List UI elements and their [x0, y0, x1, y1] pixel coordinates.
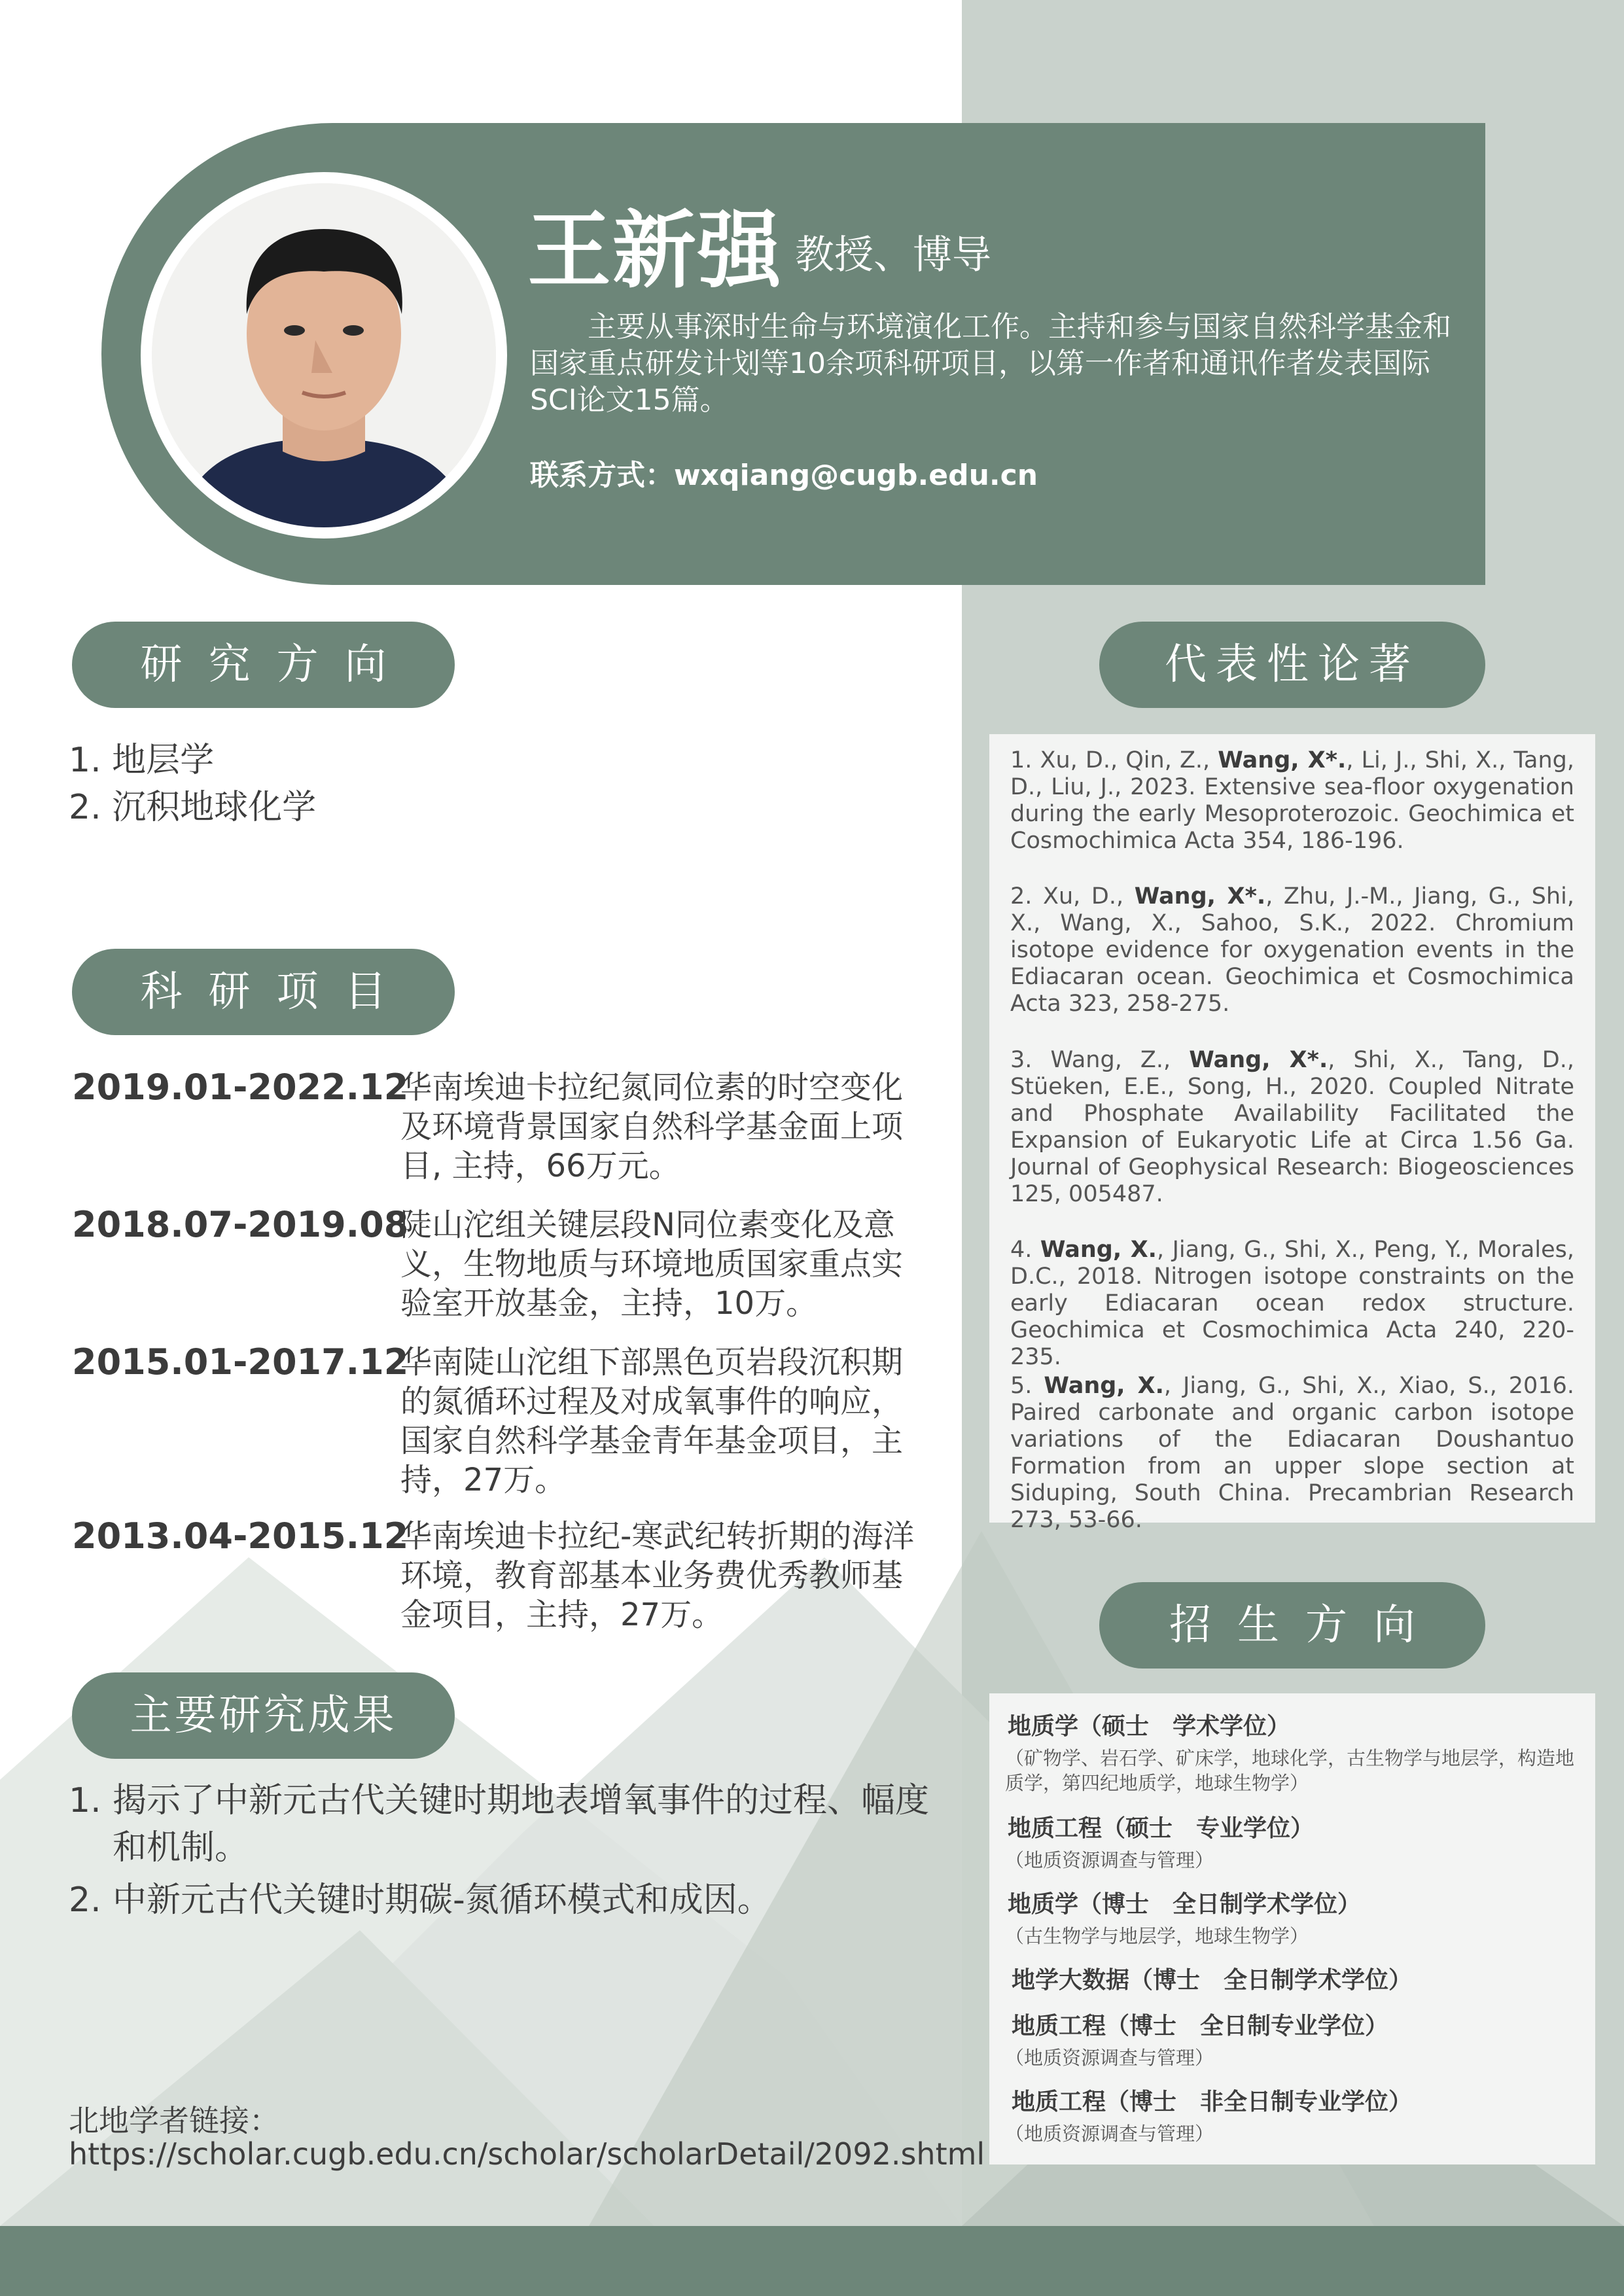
project-date: 2013.04-2015.12 [72, 1515, 409, 1557]
project-date: 2015.01-2017.12 [72, 1341, 409, 1383]
publication-item: 2. Xu, D., Wang, X*., Zhu, J.-M., Jiang, G., Shi, X., Wang, X., Sahoo, S.K., 2022. Chromium isotope evidence for oxygenation events in the Ediacaran ocean. Geochimica et Cosmochimica Acta 323, 258-275. [1010, 883, 1574, 1017]
scholar-link-label: 北地学者链接： [69, 2103, 279, 2138]
admission-program: 地质学（硕士 学术学位） [1008, 1713, 1291, 1740]
intro-text: 主要从事深时生命与环境演化工作。主持和参与国家自然科学基金和国家重点研发计划等10余项科研项目，以第一作者和通讯作者发表国际SCI论文15篇。 [530, 310, 1451, 417]
bottom-bar [0, 2226, 1624, 2296]
project-text: 华南埃迪卡拉纪氮同位素的时空变化及环境背景国家自然科学基金面上项目, 主持，66万元。 [400, 1069, 904, 1184]
research-item: 1. 地层学 [69, 741, 215, 780]
admissions-heading: 招生方向 [1099, 1582, 1485, 1669]
admission-program: 地质工程（博士 非全日制专业学位） [1012, 2089, 1413, 2115]
achievement-text: 揭示了中新元古代关键时期地表增氧事件的过程、幅度和机制。 [113, 1781, 930, 1867]
profile-photo [152, 183, 496, 527]
admission-detail: （矿物学、岩石学、矿床学，地球化学，古生物学与地层学，构造地质学，第四纪地质学，地球生物学） [1005, 1747, 1575, 1794]
publication-item: 1. Xu, D., Qin, Z., Wang, X*., Li, J., Shi, X., Tang, D., Liu, J., 2023. Extensive sea-floor oxygenation during the early Mesoproterozoic. Geochimica et Cosmochimica Acta 354, 186-196. [1010, 747, 1574, 854]
project-date: 2018.07-2019.08 [72, 1204, 409, 1245]
admission-detail: （地质资源调查与管理） [1005, 2047, 1214, 2069]
contact-info: 联系方式：wxqiang@cugb.edu.cn [530, 459, 1038, 492]
achievement-text: 中新元古代关键时期碳-氮循环模式和成因。 [113, 1881, 771, 1920]
admission-program: 地质学（博士 全日制学术学位） [1008, 1891, 1362, 1918]
projects-heading: 科研项目 [72, 949, 455, 1035]
admission-program: 地质工程（博士 全日制专业学位） [1012, 2013, 1389, 2040]
admission-detail: （地质资源调查与管理） [1005, 1849, 1214, 1871]
publication-item: 4. Wang, X., Jiang, G., Shi, X., Peng, Y., Morales, D.C., 2018. Nitrogen isotope constraints on the early Ediacaran ocean redox structure. Geochimica et Cosmochimica Acta 240, 220-235. [1010, 1237, 1574, 1370]
achievements-heading: 主要研究成果 [72, 1672, 455, 1759]
achievement-number: 1. [69, 1781, 101, 1820]
research-item: 2. 沉积地球化学 [69, 788, 317, 827]
person-title: 教授、博导 [795, 232, 991, 278]
publication-item: 3. Wang, Z., Wang, X*., Shi, X., Tang, D., Stüeken, E.E., Song, H., 2020. Coupled Nitrate and Phosphate Availability Facilitated the Expansion of Eukaryotic Life at Circa 1.56 Ga. Journal of Geophysical Research: Biogeosciences 125, 005487. [1010, 1047, 1574, 1207]
project-text: 华南埃迪卡拉纪-寒武纪转折期的海洋环境，教育部基本业务费优秀教师基金项目，主持，27万。 [400, 1518, 915, 1633]
publication-item: 5. Wang, X., Jiang, G., Shi, X., Xiao, S., 2016. Paired carbonate and organic carbon isotope variations of the Ediacaran Doushantuo Formation from an upper slope section at Siduping, South China. Precambrian Research 273, 53-66. [1010, 1373, 1574, 1533]
research-heading: 研究方向 [72, 622, 455, 708]
scholar-link[interactable]: https://scholar.cugb.edu.cn/scholar/scholarDetail/2092.shtml [69, 2136, 985, 2172]
project-date: 2019.01-2022.12 [72, 1067, 409, 1108]
publications-heading: 代表性论著 [1099, 622, 1485, 708]
person-name: 王新强 [527, 202, 783, 300]
project-text: 华南陡山沱组下部黑色页岩段沉积期的氮循环过程及对成氧事件的响应，国家自然科学基金青年基金项目，主持，27万。 [400, 1344, 904, 1498]
admission-detail: （地质资源调查与管理） [1005, 2123, 1214, 2145]
admission-detail: （古生物学与地层学，地球生物学） [1005, 1925, 1309, 1947]
project-text: 陡山沱组关键层段N同位素变化及意义，生物地质与环境地质国家重点实验室开放基金，主持，10万。 [400, 1207, 904, 1322]
admission-program: 地学大数据（博士 全日制学术学位） [1012, 1967, 1413, 1994]
admission-program: 地质工程（硕士 专业学位） [1008, 1815, 1315, 1842]
achievement-number: 2. [69, 1881, 101, 1920]
